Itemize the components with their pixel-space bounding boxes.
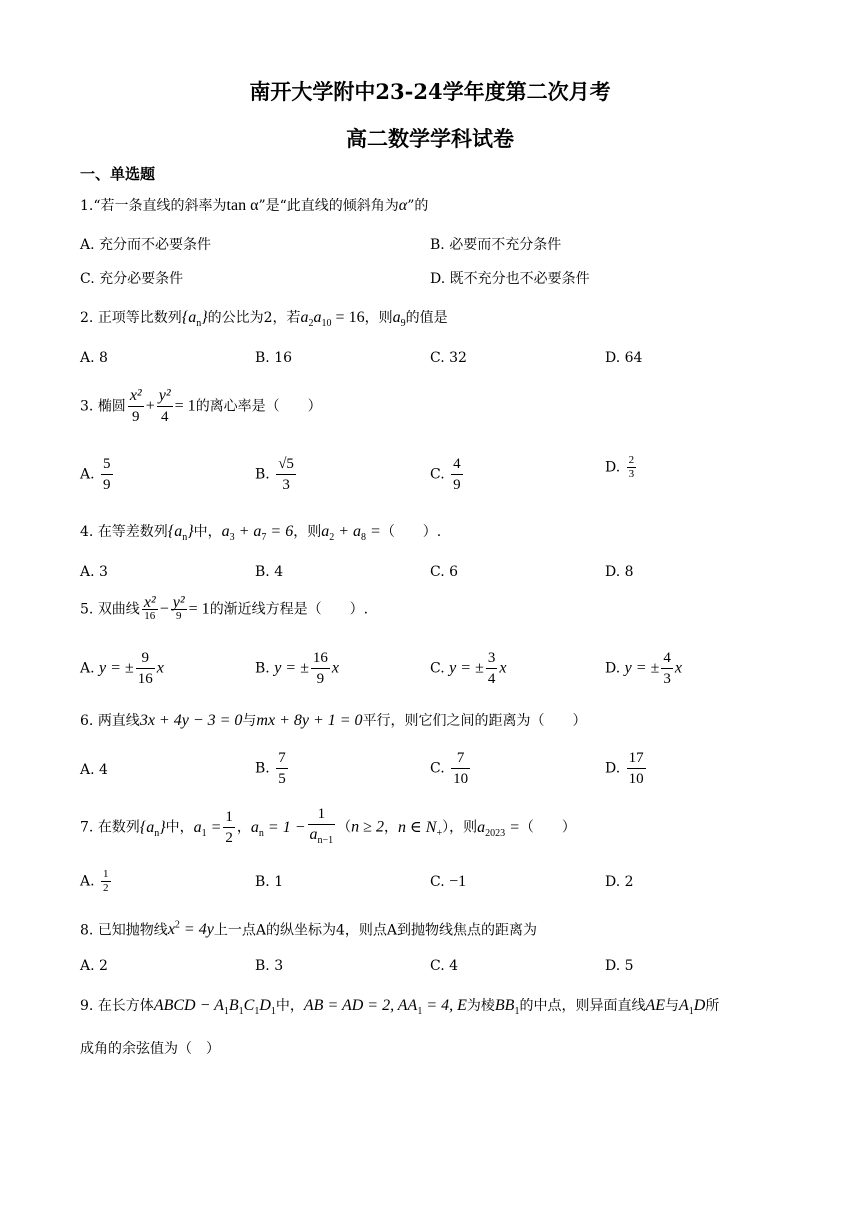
question-number: 2.: [80, 310, 94, 326]
question-text: “若一条直线的斜率为: [93, 198, 227, 214]
question-2: [80, 308, 448, 334]
option-b: B. 16: [255, 350, 293, 366]
math-expression: $a_n = 1$ −: [250, 818, 306, 839]
question-number: 9.: [80, 998, 94, 1014]
math-expression: $x^2 = 4y$: [167, 920, 214, 939]
question-text: 正项等比数列: [97, 310, 182, 326]
math-expression: α: [398, 197, 408, 214]
math-expression: AE: [645, 997, 665, 1014]
question-9-line-2: 成角的余弦值为（ ）: [80, 1041, 220, 1057]
option-b: B. 1: [255, 874, 284, 890]
question-text: ，: [383, 819, 398, 836]
question-text: 椭圆: [97, 398, 126, 415]
question-text: （: [337, 819, 352, 836]
math-expression: = 16: [331, 309, 365, 326]
question-text: 已知抛物线: [97, 922, 168, 939]
question-text: 平行，则它们之间的距离为（ ）: [362, 713, 587, 729]
question-text: 中，: [193, 524, 222, 540]
question-8: [80, 916, 537, 940]
question-text: （ ）.: [380, 524, 442, 540]
option-c: C. 32: [430, 350, 467, 366]
option-a: A. 4: [80, 762, 108, 778]
fraction: $\frac{\text{y²}}{9}$: [172, 594, 185, 622]
math-expression: = 1: [174, 397, 196, 415]
question-text: 的值是: [405, 310, 448, 326]
fraction: $\frac{1}{a_{n-1}}$: [308, 804, 336, 851]
question-text: ，则: [293, 524, 322, 540]
question-number: 6.: [80, 713, 94, 729]
fraction: $\frac{\text{x²}}{16}$: [143, 594, 156, 622]
option-c: C. y = ± $\frac{3}{4}$ x: [430, 650, 507, 687]
option-c: C. −1: [430, 873, 467, 890]
option-a: A. $\frac{1}{2}$: [80, 868, 109, 894]
math-expression: $\{a_n\}$: [139, 818, 166, 839]
question-text: 在等差数列: [97, 524, 168, 540]
option-a: A. 8: [80, 350, 108, 366]
math-expression: ABCD − $A_1B_1C_1D_1$: [153, 997, 276, 1018]
fraction: $\frac{\text{y²}}{4}$: [158, 387, 171, 425]
option-c: C. 充分必要条件: [80, 271, 184, 287]
question-9: [80, 996, 719, 1022]
question-text: ”是“此直线的倾斜角为: [258, 198, 399, 214]
question-number: 8.: [80, 922, 94, 939]
option-b: B. 4: [255, 564, 284, 580]
question-5: 5. 双曲线 $\frac{\text{x²}}{16}$ − $\frac{\text{y²}}{9}$ = 1的渐近线方程是（ ）.: [80, 594, 369, 622]
math-expression: $a_3 + a_7 = 6$: [221, 523, 294, 544]
question-text: 为棱: [466, 998, 495, 1014]
option-a: A. 2: [80, 958, 108, 974]
option-c: C. 4: [430, 958, 459, 974]
exam-subtitle: 高二数学学科试卷: [346, 126, 514, 151]
math-expression: $a_9$: [392, 309, 406, 330]
option-b: B. $\frac{7}{5}$: [255, 750, 286, 787]
question-text: 与: [665, 998, 679, 1014]
question-text: 中，: [275, 998, 304, 1014]
question-number: 4.: [80, 524, 94, 540]
question-3: 3. 椭圆 $\frac{\text{x²}}{9}$ + $\frac{\text{y²}}{4}$ = 1的离心率是（ ）: [80, 387, 322, 425]
question-text: 中，: [165, 819, 194, 836]
question-number: 1.: [80, 198, 94, 214]
math-expression: $a_1$ =: [193, 818, 222, 839]
option-a: A. $\frac{5}{9}$: [80, 456, 111, 493]
option-b: B. 3: [255, 958, 284, 974]
option-a: A. 3: [80, 564, 108, 580]
option-a: A. y = ± $\frac{9}{16}$ x: [80, 650, 164, 687]
option-b: B. y = ± $\frac{16}{9}$ x: [255, 650, 339, 687]
math-expression: tan α: [226, 197, 259, 214]
question-number: 3.: [80, 398, 94, 415]
option-d: D. 8: [605, 564, 634, 580]
option-d: D. 5: [605, 958, 634, 974]
question-text: ），则: [442, 819, 478, 836]
option-d: D. 2: [605, 874, 634, 890]
math-expression: $a_2a_{10}$: [300, 309, 332, 330]
exam-title: 南开大学附中23-24学年度第二次月考: [249, 79, 611, 104]
option-b: B. 必要而不充分条件: [430, 237, 562, 253]
question-7: [80, 804, 576, 851]
question-number: 7.: [80, 819, 94, 836]
question-text: 与: [242, 713, 257, 729]
option-b: B. $\frac{√5}{3}$: [255, 456, 294, 493]
question-text: 的渐近线方程是（ ）.: [209, 601, 369, 618]
question-text: 两直线: [97, 713, 140, 729]
question-text: 所: [705, 998, 720, 1014]
option-c: C. 6: [430, 564, 459, 580]
math-expression: $A_1D$: [679, 997, 706, 1018]
question-number: 5.: [80, 601, 94, 618]
option-d: D. 既不充分也不必要条件: [430, 271, 590, 287]
math-expression: AB = AD = 2, $AA_1 = 4$, E: [303, 997, 467, 1018]
option-d: D. $\frac{17}{10}$: [605, 750, 644, 787]
fraction: $\frac{\text{x²}}{9}$: [129, 387, 142, 425]
option-a: A. 充分而不必要条件: [80, 237, 212, 253]
math-expression: mx + 8y + 1 = 0: [256, 712, 363, 729]
math-expression: $\{a_n\}$: [181, 309, 208, 330]
option-d: D. $\frac{2}{3}$: [605, 454, 635, 480]
fraction: $\frac{1}{2}$: [225, 809, 233, 847]
math-expression: $BB_1$: [494, 997, 520, 1018]
option-d: D. y = ± $\frac{4}{3}$ x: [605, 650, 682, 687]
question-text: ”的: [407, 198, 429, 214]
option-c: C. $\frac{7}{10}$: [430, 750, 469, 787]
question-text: 在长方体: [97, 998, 154, 1014]
math-expression: $a_2 + a_8$ =: [321, 523, 381, 544]
math-expression: 3x + 4y − 3 = 0: [139, 712, 243, 729]
math-expression: = 1: [188, 600, 210, 618]
option-c: C. $\frac{4}{9}$: [430, 456, 461, 493]
math-expression: $a_{2023}$ =: [477, 818, 520, 839]
question-text: 在数列: [97, 819, 140, 836]
question-text: （ ）: [519, 819, 576, 836]
question-text: 上一点A的纵坐标为4，则点A到抛物线焦点的距离为: [213, 922, 537, 939]
math-expression: n ∈ $N_+$: [397, 818, 443, 839]
question-6: [80, 711, 587, 731]
question-text: 的中点，则异面直线: [519, 998, 646, 1014]
question-4: [80, 522, 441, 548]
math-expression: $\{a_n\}$: [167, 523, 194, 544]
question-text: ，则: [364, 310, 393, 326]
math-expression: n ≥ 2: [351, 818, 384, 836]
question-text: 的公比为2，若: [207, 310, 301, 326]
question-text: ，: [236, 819, 251, 836]
question-1: [80, 196, 428, 216]
section-heading: 一、单选题: [80, 165, 156, 183]
question-text: 的离心率是（ ）: [195, 398, 322, 415]
question-text: 双曲线: [97, 601, 140, 618]
option-d: D. 64: [605, 350, 643, 366]
